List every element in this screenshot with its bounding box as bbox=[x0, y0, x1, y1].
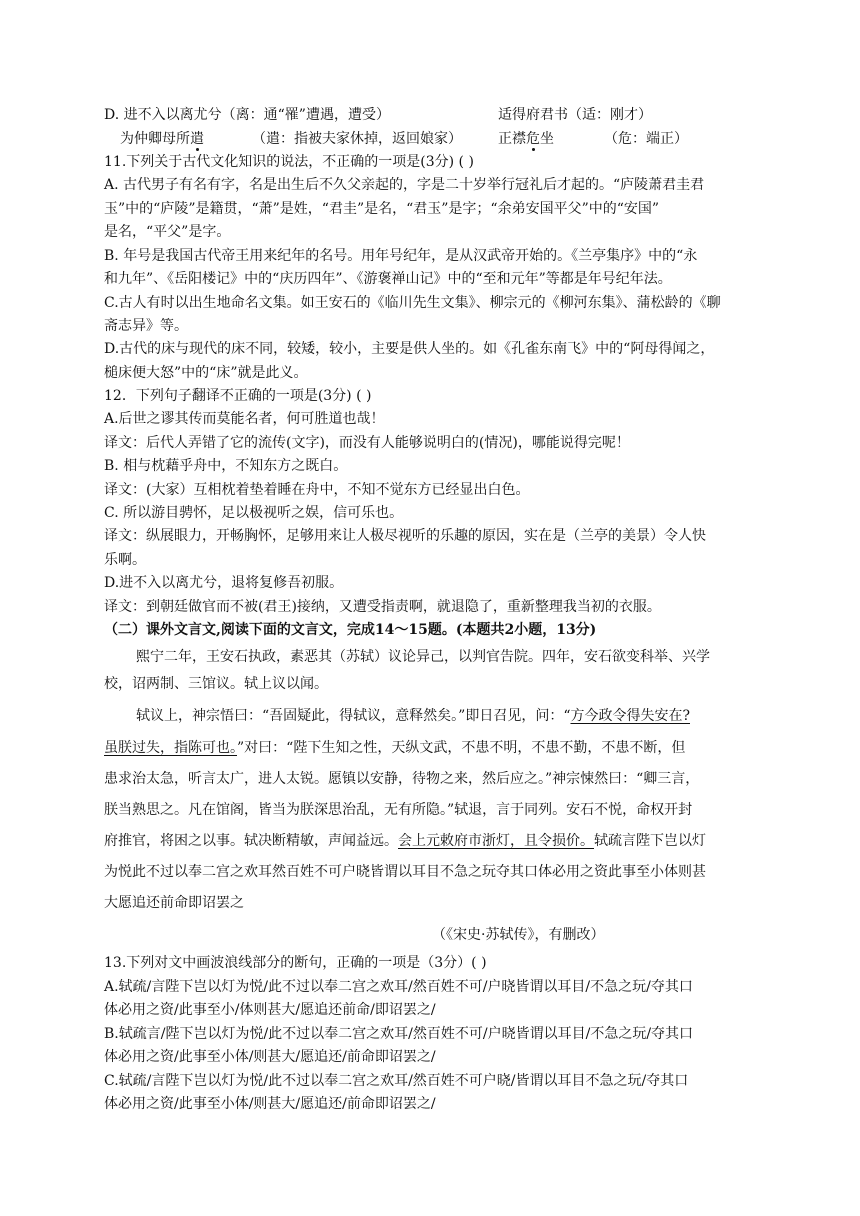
option-d-gloss-3: （遣：指被夫家休掉，返回娘家） bbox=[252, 131, 462, 147]
q12-option-a: A.后世之谬其传而莫能名者，何可胜道也哉！ bbox=[104, 411, 385, 427]
q12-option-c-translation-1: 译文：纵展眼力，开畅胸怀，足够用来让人极尽视听的乐趣的原因，实在是（兰亭的美景）令人快 bbox=[104, 528, 706, 544]
q11-option-a-line-1: A. 古代男子有名有字，名是出生后不久父亲起的，字是二十岁举行冠礼后才起的。“庐陵萧君圭君 bbox=[104, 177, 705, 193]
q12-option-a-translation: 译文：后代人弄错了它的流传(文字)，而没有人能够说明白的(情况)，哪能说得完呢！ bbox=[104, 435, 630, 451]
q13-option-b-line-2: 体必用之资/此事至小体/则甚大/愿追还/前命即诏罢之/ bbox=[104, 1049, 436, 1065]
q11-option-a-line-2: 玉”中的“庐陵”是籍贯，“萧”是姓，“君圭”是名，“君玉”是字；“余弟安国平父”中的“安国” bbox=[104, 201, 660, 217]
underlined-sentence-cont: 虽朕过失，指陈可也。 bbox=[104, 740, 237, 756]
q13-option-a-line-1: A.轼疏/言陛下岂以灯为悦/此不过以奉二宫之欢耳/然百姓不可/户晓皆谓以耳目/不急之玩/夺其口 bbox=[104, 979, 693, 995]
emphasis-dot-char: 危 bbox=[526, 131, 540, 147]
q13-option-a-line-2: 体必用之资/此事至小/体则甚大/愿追还前命/即诏罢之/ bbox=[104, 1002, 436, 1018]
question-13: 13.下列对文中画波浪线部分的断句，正确的一项是（3分）( ) bbox=[104, 955, 487, 971]
q13-option-c-line-2: 体必用之资/此事至小体/则甚大/愿追还/前命即诏罢之/ bbox=[104, 1096, 436, 1112]
q11-option-b-line-1: B. 年号是我国古代帝王用来纪年的名号。用年号纪年，是从汉武帝开始的。《兰亭集序》中的“永 bbox=[104, 248, 698, 264]
q11-option-d-line-1: D.古代的床与现代的床不同，较矮，较小，主要是供人坐的。如《孔雀东南飞》中的“阿母得闻之， bbox=[104, 341, 715, 357]
option-d-row-1 bbox=[104, 104, 764, 126]
passage-source: （《宋史·苏轼传》，有删改） bbox=[432, 927, 605, 943]
question-12: 12．下列句子翻译不正确的一项是(3分) ( ) bbox=[104, 388, 372, 404]
q11-option-c-line-1: C.古人有时以出生地命名文集。如王安石的《临川先生文集》、柳宗元的《柳河东集》、蒲松龄的《聊 bbox=[104, 295, 721, 311]
section-heading-2: （二）课外文言文,阅读下面的文言文，完成14～15题。(本题共2小题，13分) bbox=[104, 622, 597, 638]
q12-option-b: B. 相与枕藉乎舟中，不知东方之既白。 bbox=[104, 458, 348, 474]
passage-p2-line-5: 府推官，将困之以事。轼决断精敏，声闻益远。会上元敕府市浙灯，且令损价。轼疏言陛下岂以灯 bbox=[104, 833, 706, 849]
q11-option-a-line-3: 是名，“平父”是字。 bbox=[104, 224, 231, 240]
q12-option-c-translation-2: 乐啊。 bbox=[104, 552, 146, 568]
q12-option-d: D.进不入以离尤兮，退将复修吾初服。 bbox=[104, 575, 344, 591]
option-d-item-4: 正襟危坐 bbox=[498, 131, 554, 147]
q11-option-b-line-2: 和九年”、《岳阳楼记》中的“庆历四年”、《游褒禅山记》中的“至和元年”等都是年号纪年法。 bbox=[104, 271, 672, 287]
q12-option-d-translation: 译文：到朝廷做官而不被(君王)接纳，又遭受指责啊，就退隐了，重新整理我当初的衣服。 bbox=[104, 599, 661, 615]
underlined-sentence: 方今政令得失安在? bbox=[570, 708, 690, 724]
q11-option-d-line-2: 槌床便大怒”中的“床”就是此义。 bbox=[104, 365, 308, 381]
passage-p2-line-2: 虽朕过失，指陈可也。”对曰：“陛下生知之性，天纵文武，不患不明，不患不勤，不患不断，但 bbox=[104, 740, 686, 756]
q11-option-c-line-2: 斋志异》等。 bbox=[104, 318, 188, 334]
underlined-sentence-2: 会上元敕府市浙灯，且令损价。 bbox=[398, 833, 594, 849]
question-11: 11.下列关于古代文化知识的说法，不正确的一项是(3分) ( ) bbox=[104, 154, 474, 170]
passage-p2-line-6: 为悦此不过以奉二宫之欢耳然百姓不可户晓皆谓以耳目不急之玩夺其口体必用之资此事至小体则甚 bbox=[104, 864, 706, 880]
passage-p2-line-3: 患求治太急，听言太广，进人太锐。愿镇以安静，待物之来，然后应之。”神宗悚然曰：“卿三言， bbox=[104, 771, 700, 787]
passage-p1-line-1: 熙宁二年，王安石执政，素恶其（苏轼）议论异己，以判官告院。四年，安石欲变科举、兴学 bbox=[136, 649, 710, 665]
passage-p2-line-7: 大愿追还前命即诏罢之 bbox=[104, 895, 244, 911]
passage-p2-line-1: 轼议上，神宗悟曰：“吾固疑此，得轼议，意释然矣。”即日召见，问：“方今政令得失安在? bbox=[136, 708, 690, 724]
q12-option-c: C. 所以游目骋怀，足以极视听之娱，信可乐也。 bbox=[104, 505, 404, 521]
option-d-row-2 bbox=[104, 128, 764, 150]
emphasis-dot-char: 遣 bbox=[190, 131, 204, 147]
q13-option-b-line-1: B.轼疏言/陛下岂以灯为悦/此不过以奉二宫之欢耳/然百姓不可/户晓皆谓以耳目/不急之玩/夺其口 bbox=[104, 1026, 694, 1042]
option-d-item-3: 为仲卿母所遣 bbox=[120, 131, 204, 147]
option-d-item-2: 适得府君书（适：刚才） bbox=[498, 107, 652, 123]
q13-option-c-line-1: C.轼疏/言陛下岂以灯为悦/此不过以奉二宫之欢耳/然百姓不可户晓/皆谓以耳目不急之玩/夺其口 bbox=[104, 1073, 689, 1089]
q12-option-b-translation: 译文：(大家）互相枕着垫着睡在舟中，不知不觉东方已经显出白色。 bbox=[104, 482, 530, 498]
option-d-item-1: D. 进不入以离尤兮（离：通“罹”遭遇，遭受） bbox=[104, 107, 390, 123]
passage-p1-line-2: 校，诏两制、三馆议。轼上议以闻。 bbox=[104, 676, 328, 692]
option-d-gloss-4: （危：端正） bbox=[604, 131, 688, 147]
passage-p2-line-4: 朕当熟思之。凡在馆阁，皆当为朕深思治乱，无有所隐。”轼退，言于同列。安石不悦，命权开封 bbox=[104, 802, 693, 818]
